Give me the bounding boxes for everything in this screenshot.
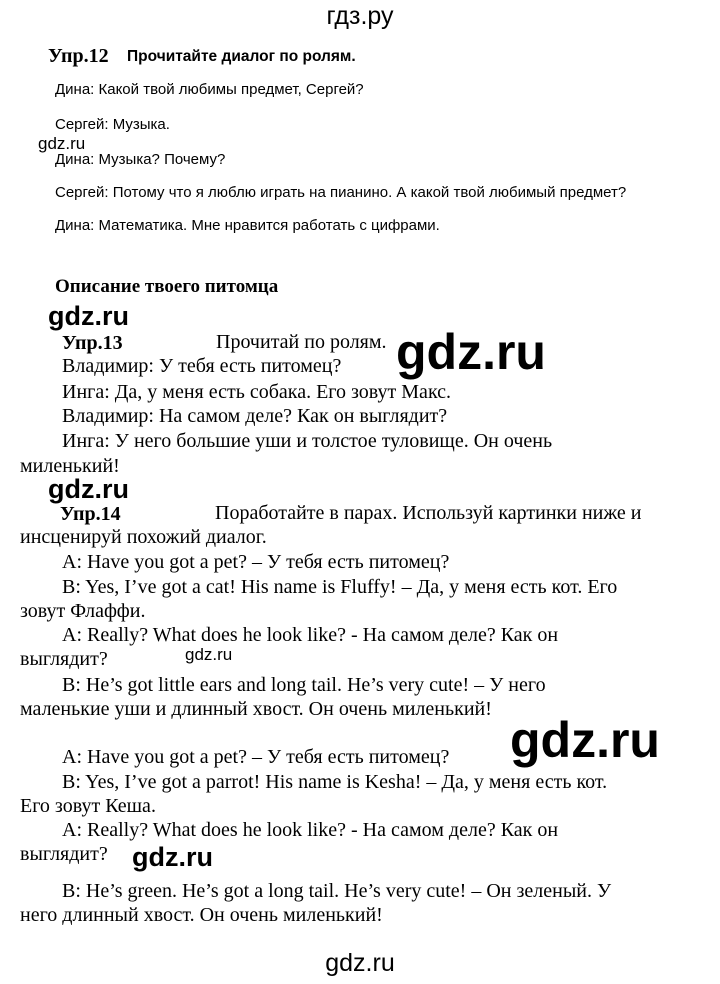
dialog-line: Владимир: У тебя есть питомец? (62, 355, 342, 377)
dialog-line: Дина: Какой твой любимы предмет, Сергей? (55, 81, 364, 98)
dialog-line: A: Have you got a pet? – У тебя есть питомец? (62, 746, 450, 768)
dialog-line: B: He’s green. He’s got a long tail. He’s very cute! – Он зеленый. У (62, 880, 612, 902)
dialog-line: A: Really? What does he look like? - На самом деле? Как он (62, 624, 559, 646)
dialog-line: выглядит? (20, 843, 108, 865)
exercise-14-instruction: инсценируй похожий диалог. (20, 526, 267, 548)
dialog-line: Его зовут Кеша. (20, 795, 156, 817)
dialog-line: маленькие уши и длинный хвост. Он очень миленький! (20, 698, 492, 720)
exercise-13-instruction: Прочитай по ролям. (216, 331, 387, 353)
exercise-14-label: Упр.14 (60, 503, 121, 525)
exercise-12-label: Упр.12 (48, 45, 109, 67)
exercise-12-instruction: Прочитайте диалог по ролям. (127, 48, 356, 65)
dialog-line: него длинный хвост. Он очень миленький! (20, 904, 383, 926)
dialog-line: Инга: Да, у меня есть собака. Его зовут Макс. (62, 381, 452, 403)
watermark: gdz.ru (38, 134, 86, 153)
dialog-line: Владимир: На самом деле? Как он выглядит? (62, 405, 448, 427)
dialog-line: B: Yes, I’ve got a parrot! His name is Kesha! – Да, у меня есть кот. (62, 771, 608, 793)
watermark: gdz.ru (48, 301, 129, 331)
dialog-line: A: Have you got a pet? – У тебя есть питомец? (62, 551, 450, 573)
site-header: гдз.ру (326, 2, 394, 30)
watermark: gdz.ru (396, 324, 546, 380)
dialog-line: Сергей: Музыка. (55, 116, 170, 133)
dialog-line: зовут Флаффи. (20, 600, 146, 622)
exercise-13-label: Упр.13 (62, 332, 123, 354)
dialog-line: A: Really? What does he look like? - На самом деле? Как он (62, 819, 559, 841)
watermark: gdz.ru (325, 949, 395, 977)
dialog-line: Сергей: Потому что я люблю играть на пианино. А какой твой любимый предмет? (55, 184, 627, 201)
dialog-line: Инга: У него большие уши и толстое туловище. Он очень (62, 430, 553, 452)
dialog-line: миленький! (20, 455, 120, 477)
watermark: gdz.ru (48, 474, 129, 504)
section-title: Описание твоего питомца (55, 276, 279, 297)
dialog-line: выглядит? (20, 648, 108, 670)
exercise-14-instruction: Поработайте в парах. Используй картинки ниже и (215, 502, 642, 524)
dialog-line: Дина: Математика. Мне нравится работать с цифрами. (55, 217, 440, 234)
watermark: gdz.ru (510, 712, 660, 768)
dialog-line: Дина: Музыка? Почему? (55, 151, 226, 168)
watermark: gdz.ru (132, 842, 213, 872)
dialog-line: B: Yes, I’ve got a cat! His name is Fluffy! – Да, у меня есть кот. Его (62, 576, 618, 598)
dialog-line: B: He’s got little ears and long tail. He’s very cute! – У него (62, 674, 546, 696)
watermark: gdz.ru (185, 645, 233, 664)
